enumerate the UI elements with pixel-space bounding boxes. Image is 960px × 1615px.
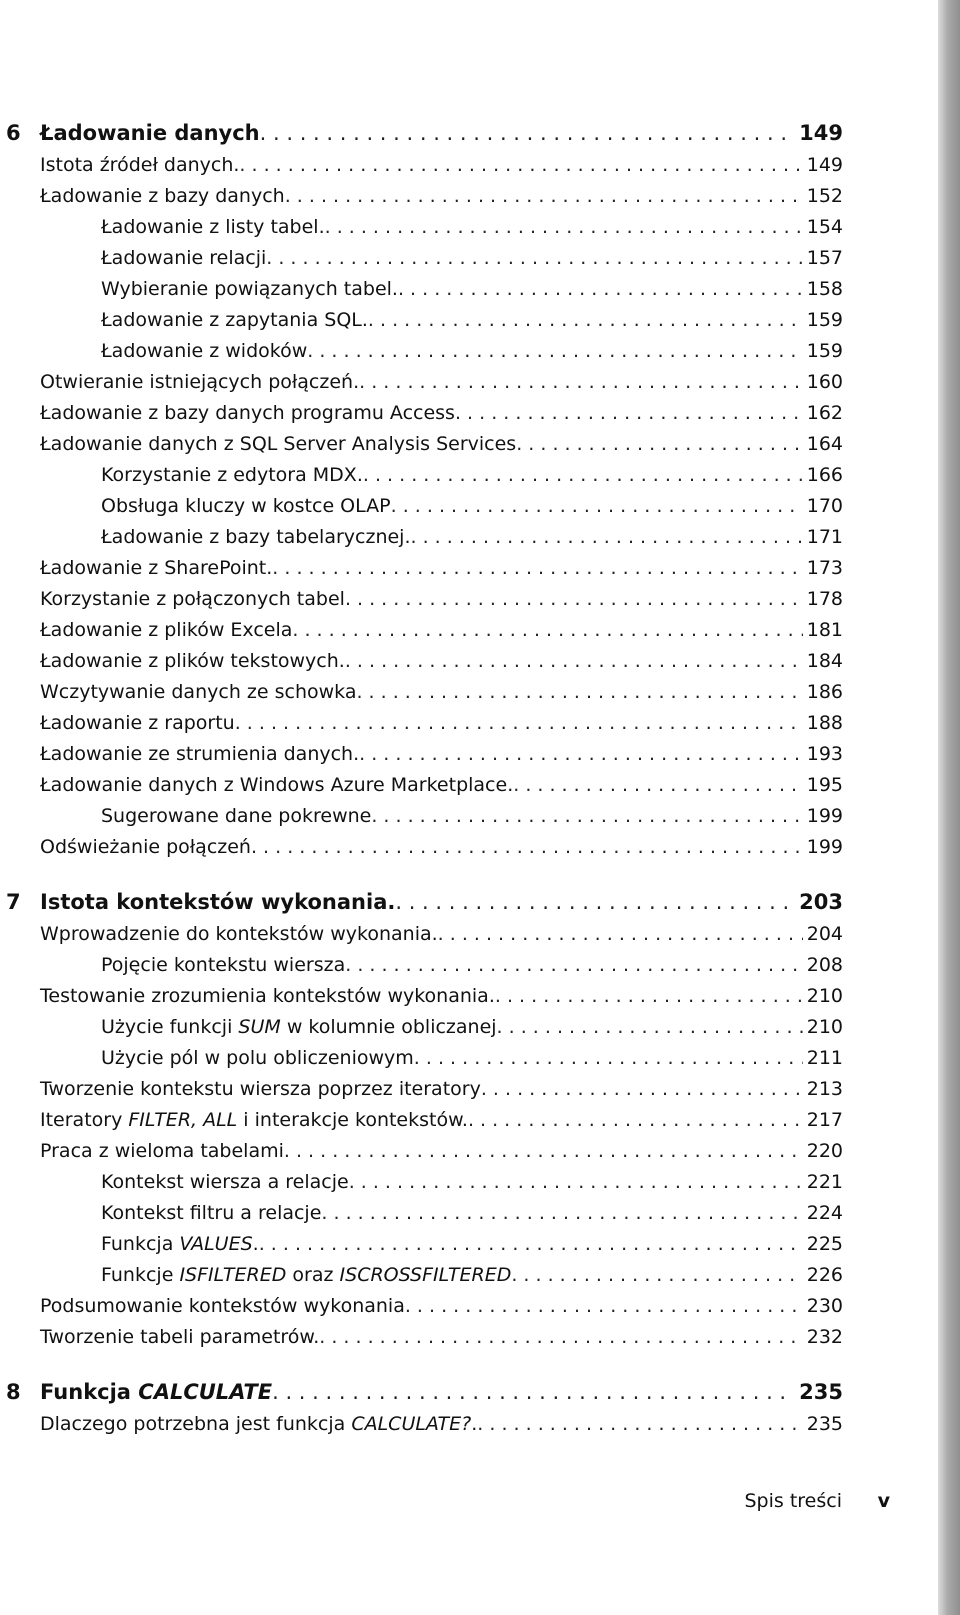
footer-page-number: v: [877, 1490, 890, 1512]
dot-leader: [481, 1074, 803, 1105]
toc-page-number: 221: [806, 1171, 843, 1193]
toc-page-number: 164: [806, 433, 843, 455]
toc-entry-row[interactable]: [0, 1136, 843, 1167]
dot-leader: [477, 1409, 802, 1440]
toc-entry-row[interactable]: [0, 1105, 843, 1136]
toc-entry-title: Korzystanie z edytora MDX.: [101, 464, 363, 486]
toc-page-number: 210: [806, 985, 843, 1007]
dot-leader: [414, 1043, 803, 1074]
toc-page-number: 195: [806, 774, 843, 796]
toc-page-number: 181: [806, 619, 843, 641]
dot-leader: [395, 885, 795, 919]
toc-entry-title: Odświeżanie połączeń: [40, 836, 251, 858]
table-of-contents: [0, 116, 843, 1440]
dot-leader: [516, 429, 803, 460]
toc-title-italic-part: FILTER, ALL: [128, 1109, 238, 1131]
dot-leader: [349, 1167, 803, 1198]
dot-leader: [391, 491, 803, 522]
toc-title-part: Iteratory: [40, 1109, 129, 1131]
page-edge-shadow: [938, 0, 960, 1615]
dot-leader: [345, 950, 803, 981]
toc-entry-row[interactable]: [0, 305, 843, 336]
dot-leader: [371, 801, 802, 832]
toc-page-number: 230: [806, 1295, 843, 1317]
dot-leader: [398, 274, 803, 305]
toc-title-italic-part: CALCULATE: [138, 1380, 273, 1404]
toc-chapter-number: 6: [6, 121, 21, 145]
toc-chapter-title: Ładowanie danych: [40, 121, 260, 145]
toc-page-number: 186: [806, 681, 843, 703]
toc-page-number: 203: [799, 890, 843, 914]
toc-entry-title: Ładowanie z bazy tabelarycznej.: [101, 526, 411, 548]
toc-page-number: 204: [806, 923, 843, 945]
toc-entry-title: Ładowanie z raportu: [40, 712, 235, 734]
toc-entry-title: [101, 1012, 497, 1043]
toc-chapter-row[interactable]: [0, 885, 843, 919]
dot-leader: [235, 708, 803, 739]
toc-entry-row[interactable]: [0, 770, 843, 801]
toc-page-number: 157: [806, 247, 843, 269]
toc-title-italic-part: VALUES: [179, 1233, 253, 1255]
toc-page-number: 225: [806, 1233, 843, 1255]
toc-entry-title: Ładowanie danych z Windows Azure Marketplace.: [40, 774, 514, 796]
toc-entry-title: Ładowanie z SharePoint.: [40, 557, 273, 579]
dot-leader: [438, 919, 803, 950]
toc-entry-row[interactable]: [0, 950, 843, 981]
toc-entry-title: Ładowanie relacji: [101, 247, 267, 269]
toc-title-part: Funkcja: [40, 1380, 139, 1404]
dot-leader: [497, 1012, 803, 1043]
toc-page-number: 152: [806, 185, 843, 207]
toc-entry-title: Sugerowane dane pokrewne: [101, 805, 372, 827]
toc-title-part: oraz: [286, 1264, 340, 1286]
page-footer: [0, 1490, 960, 1520]
toc-entry-title: Ładowanie z bazy danych: [40, 185, 285, 207]
toc-entry-title: Testowanie zrozumienia kontekstów wykonania.: [40, 985, 495, 1007]
toc-entry-row[interactable]: [0, 522, 843, 553]
toc-entry-row[interactable]: [0, 553, 843, 584]
toc-entry-row[interactable]: [0, 1167, 843, 1198]
toc-page-number: 160: [806, 371, 843, 393]
toc-entry-title: Ładowanie z listy tabel.: [101, 216, 325, 238]
dot-leader: [272, 553, 802, 584]
toc-page-number: 213: [806, 1078, 843, 1100]
toc-page-number: 149: [799, 121, 843, 145]
toc-title-italic-part: CALCULATE?: [351, 1413, 472, 1435]
toc-page-number: 154: [806, 216, 843, 238]
toc-entry-title: [101, 1229, 259, 1260]
toc-entry-title: Wczytywanie danych ze schowka: [40, 681, 357, 703]
toc-title-part: .: [252, 1233, 259, 1255]
toc-entry-title: Podsumowanie kontekstów wykonania: [40, 1295, 405, 1317]
dot-leader: [363, 460, 803, 491]
dot-leader: [325, 212, 803, 243]
toc-page-number: 235: [806, 1413, 843, 1435]
dot-leader: [345, 584, 803, 615]
toc-title-part: Użycie funkcji: [101, 1016, 239, 1038]
toc-page-number: 210: [806, 1016, 843, 1038]
toc-page-number: 235: [799, 1380, 843, 1404]
dot-leader: [319, 1322, 802, 1353]
toc-entry-title: Ładowanie ze strumienia danych.: [40, 743, 360, 765]
dot-leader: [345, 646, 803, 677]
toc-entry-row[interactable]: [0, 336, 843, 367]
dot-leader: [285, 181, 803, 212]
toc-entry-row[interactable]: [0, 243, 843, 274]
toc-entry-title: [101, 1260, 511, 1291]
toc-entry-row[interactable]: [0, 367, 843, 398]
toc-entry-row[interactable]: [0, 1409, 843, 1440]
dot-leader: [266, 243, 802, 274]
dot-leader: [405, 1291, 803, 1322]
toc-page-number: 232: [806, 1326, 843, 1348]
toc-entry-title: Ładowanie z plików Excela: [40, 619, 293, 641]
toc-page-number: 159: [806, 340, 843, 362]
toc-entry-row[interactable]: [0, 1291, 843, 1322]
toc-page-number: 170: [806, 495, 843, 517]
dot-leader: [307, 336, 802, 367]
toc-entry-row[interactable]: [0, 677, 843, 708]
dot-leader: [359, 367, 803, 398]
toc-chapter-number: 8: [6, 1380, 21, 1404]
toc-entry-row[interactable]: [0, 1322, 843, 1353]
footer-section-label: Spis treści: [744, 1490, 842, 1512]
dot-leader: [356, 677, 802, 708]
toc-entry-title: Kontekst wiersza a relacje: [101, 1171, 349, 1193]
toc-entry-row[interactable]: [0, 274, 843, 305]
toc-page-number: 159: [806, 309, 843, 331]
toc-page-number: 149: [806, 154, 843, 176]
toc-entry-row[interactable]: [0, 1043, 843, 1074]
toc-chapter-row[interactable]: [0, 1375, 843, 1409]
dot-leader: [321, 1198, 802, 1229]
toc-entry-title: [40, 1409, 477, 1440]
toc-page-number: 171: [806, 526, 843, 548]
toc-title-italic-part: SUM: [238, 1016, 281, 1038]
toc-page-number: 217: [806, 1109, 843, 1131]
toc-title-part: i interakcje kontekstów.: [237, 1109, 468, 1131]
toc-page-number: 199: [806, 805, 843, 827]
toc-entry-title: Korzystanie z połączonych tabel: [40, 588, 345, 610]
toc-entry-row[interactable]: [0, 398, 843, 429]
toc-entry-row[interactable]: [0, 1229, 843, 1260]
toc-title-part: Dlaczego potrzebna jest funkcja: [40, 1413, 352, 1435]
dot-leader: [239, 150, 802, 181]
toc-entry-row[interactable]: [0, 919, 843, 950]
toc-entry-title: Istota źródeł danych.: [40, 154, 240, 176]
toc-chapter-title: [40, 1375, 272, 1409]
toc-entry-title: Wprowadzenie do kontekstów wykonania.: [40, 923, 438, 945]
dot-leader: [455, 398, 803, 429]
toc-entry-row[interactable]: [0, 981, 843, 1012]
toc-entry-title: Obsługa kluczy w kostce OLAP: [101, 495, 391, 517]
toc-entry-row[interactable]: [0, 181, 843, 212]
dot-leader: [284, 1136, 803, 1167]
toc-entry-title: [40, 1105, 468, 1136]
toc-entry-row[interactable]: [0, 491, 843, 522]
toc-entry-row[interactable]: [0, 646, 843, 677]
toc-page-number: 184: [806, 650, 843, 672]
toc-entry-title: Praca z wieloma tabelami: [40, 1140, 284, 1162]
toc-entry-title: Tworzenie kontekstu wiersza poprzez iteratory: [40, 1078, 481, 1100]
dot-leader: [513, 770, 803, 801]
toc-entry-row[interactable]: [0, 212, 843, 243]
toc-entry-row[interactable]: [0, 1198, 843, 1229]
dot-leader: [468, 1105, 803, 1136]
dot-leader: [251, 832, 803, 863]
toc-page-number: 208: [806, 954, 843, 976]
dot-leader: [411, 522, 803, 553]
toc-entry-row[interactable]: [0, 429, 843, 460]
toc-title-part: .: [471, 1413, 478, 1435]
toc-entry-title: Ładowanie danych z SQL Server Analysis Services: [40, 433, 517, 455]
toc-entry-title: Użycie pól w polu obliczeniowym: [101, 1047, 414, 1069]
toc-entry-row[interactable]: [0, 150, 843, 181]
toc-entry-title: Ładowanie z bazy danych programu Access: [40, 402, 455, 424]
toc-page-number: 178: [806, 588, 843, 610]
toc-entry-row[interactable]: [0, 584, 843, 615]
dot-leader: [260, 116, 796, 150]
dot-leader: [511, 1260, 802, 1291]
toc-page-number: 224: [806, 1202, 843, 1224]
toc-entry-row[interactable]: [0, 1074, 843, 1105]
toc-entry-title: Ładowanie z plików tekstowych.: [40, 650, 345, 672]
toc-entry-row[interactable]: [0, 739, 843, 770]
toc-page-number: 193: [806, 743, 843, 765]
dot-leader: [259, 1229, 803, 1260]
toc-page-number: 220: [806, 1140, 843, 1162]
toc-entry-row[interactable]: [0, 615, 843, 646]
toc-page-number: 188: [806, 712, 843, 734]
toc-title-part: Funkcje: [101, 1264, 180, 1286]
toc-entry-row[interactable]: [0, 832, 843, 863]
toc-page-number: 199: [806, 836, 843, 858]
toc-page-number: 162: [806, 402, 843, 424]
toc-title-part: Funkcja: [101, 1233, 180, 1255]
toc-chapter-title: Istota kontekstów wykonania.: [40, 890, 396, 914]
toc-entry-title: Ładowanie z zapytania SQL.: [101, 309, 368, 331]
toc-page-number: 226: [806, 1264, 843, 1286]
dot-leader: [292, 615, 802, 646]
toc-entry-title: Kontekst filtru a relacje: [101, 1202, 322, 1224]
toc-entry-row[interactable]: [0, 1012, 843, 1043]
toc-entry-title: Tworzenie tabeli parametrów.: [40, 1326, 320, 1348]
toc-page-number: 173: [806, 557, 843, 579]
toc-title-part: w kolumnie obliczanej: [280, 1016, 497, 1038]
toc-title-italic-part: ISCROSSFILTERED: [339, 1264, 512, 1286]
toc-title-italic-part: ISFILTERED: [179, 1264, 287, 1286]
toc-entry-title: Ładowanie z widoków: [101, 340, 308, 362]
toc-entry-row[interactable]: [0, 460, 843, 491]
toc-entry-row[interactable]: [0, 1260, 843, 1291]
dot-leader: [272, 1375, 795, 1409]
toc-entry-row[interactable]: [0, 801, 843, 832]
dot-leader: [359, 739, 803, 770]
toc-chapter-number: 7: [6, 890, 21, 914]
dot-leader: [495, 981, 803, 1012]
toc-entry-title: Pojęcie kontekstu wiersza: [101, 954, 346, 976]
toc-page-number: 166: [806, 464, 843, 486]
toc-page-number: 211: [806, 1047, 843, 1069]
toc-page-number: 158: [806, 278, 843, 300]
dot-leader: [368, 305, 803, 336]
toc-entry-row[interactable]: [0, 708, 843, 739]
toc-entry-title: Wybieranie powiązanych tabel.: [101, 278, 398, 300]
toc-chapter-row[interactable]: [0, 116, 843, 150]
toc-entry-title: Otwieranie istniejących połączeń.: [40, 371, 360, 393]
